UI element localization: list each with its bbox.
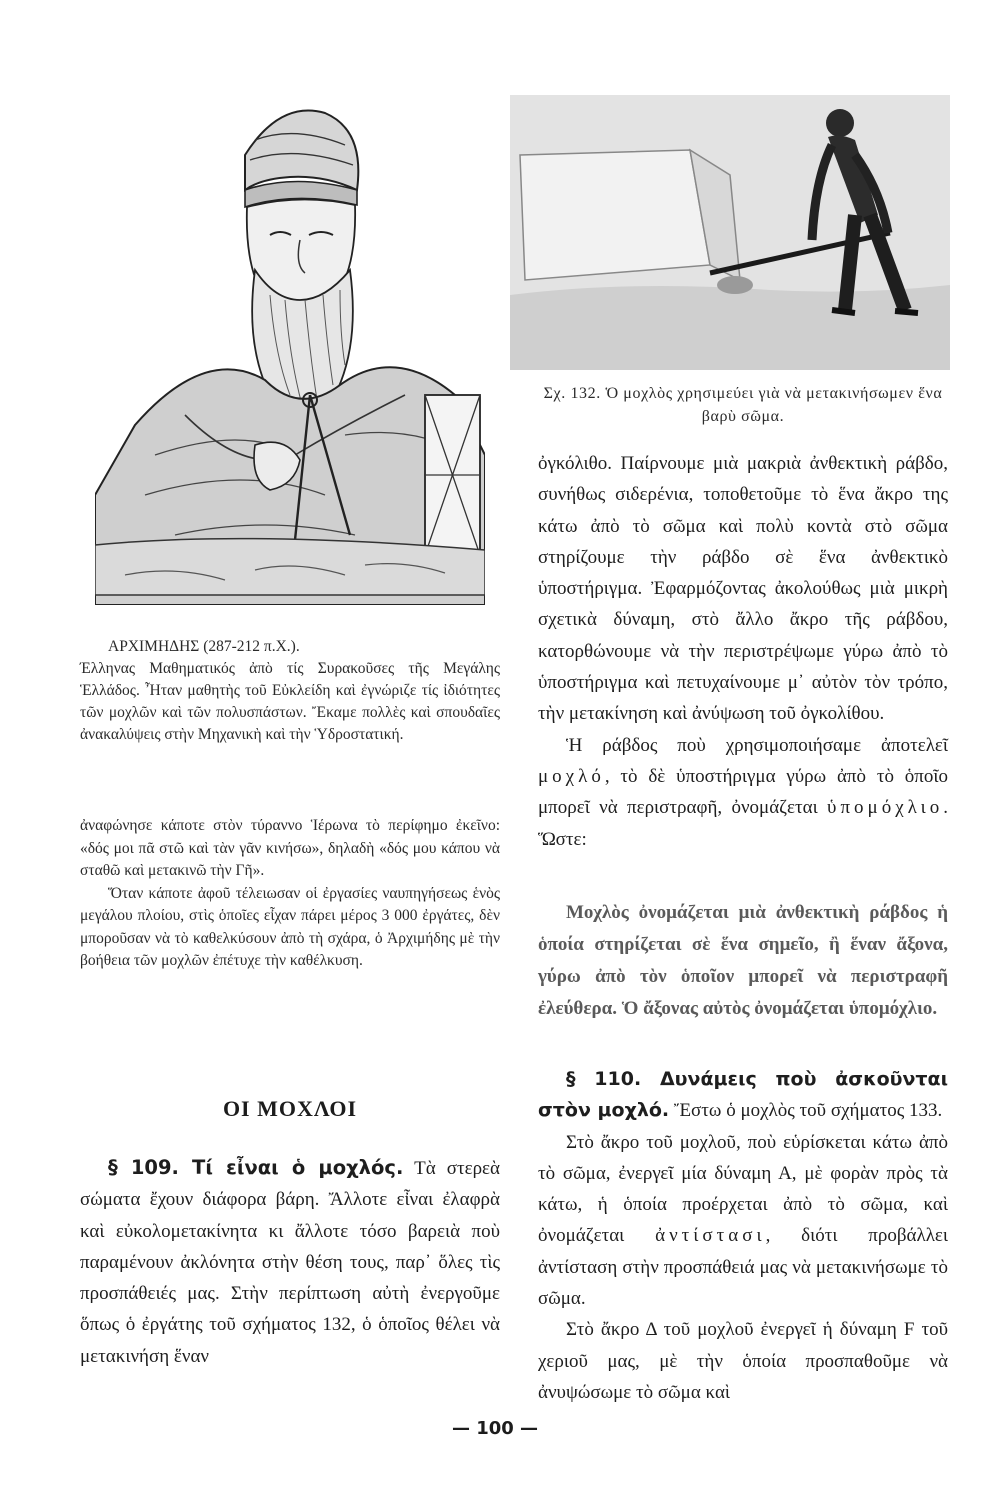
term-lever: μοχλό (538, 765, 605, 787)
p4-text-b: , διότι προβάλλει ἀντίσταση στὴν προσπάθειά μας νὰ μετακινήσωμε τὸ σῶμα. (538, 1225, 949, 1310)
term-resistance: ἀντίστασι (655, 1225, 766, 1247)
archimedes-caption-body: Έλληνας Μαθηματικός ἀπὸ τίς Συρακοῦσες τῆς Μεγάλης Ἑλλάδος. Ἦταν μαθητὴς τοῦ Εὐκλείδη καὶ ἐγνώριζε τίς ἰδιότητες τῶν μοχλῶν καὶ τῶν πολυσπάστων. Ἔκαμε πολλὲς καὶ σπουδαῖες ἀνακαλύψεις στὴν Μηχανικὴ καὶ τὴν Ὑδροστατική. (80, 660, 500, 743)
figure-132-caption (538, 382, 948, 428)
right-paragraph-1: ὀγκόλιθο. Παίρνουμε μιὰ μακριὰ ἀνθεκτικὴ ράβδο, συνήθως σιδερένια, τοποθετοῦμε τὸ ἕνα ἄκρο της κάτω ἀπὸ τὸ σῶμα καὶ πολὺ κοντὰ στὸ σῶμα στηρίζουμε τὴν ράβδο σὲ ἕνα ἀνθεκτικὸ ὑποστήριγμα. Ἐφαρμόζοντας ἀκολούθως μιὰ μικρὴ σχετικὰ δύναμη, στὸ ἄλλο ἄκρο τῆς ράβδου, κατορθώνουμε νὰ τὴν περιστρέψωμε γύρω ἀπὸ τὸ ὑποστήριγμα καὶ πετυχαίνουμε μ᾽ αὐτὸν τὸν τρόπο, τὴν μετακίνηση καὶ ἀνύψωση τοῦ ὀγκολίθου. (538, 453, 948, 725)
page-number-text: — 100 — (451, 1418, 539, 1439)
anecdote-paragraph-2: Ὅταν κάποτε ἀφοῦ τέλειωσαν οἱ ἐργασίες ναυπηγήσεως ἑνὸς μεγάλου πλοίου, στὶς ὁποῖες εἶχαν πάρει μέρος 3 000 ἐργάτες, δὲν μποροῦσαν νὰ τὸ καθελκύσουν ἀπὸ τὴ σχάρα, ὁ Ἀρχιμήδης μὲ τὴν βοήθεια τῶν μοχλῶν ἐπέτυχε τὴν καθέλκυση. (80, 884, 500, 969)
term-fulcrum: ὑπομόχλιο (827, 797, 944, 819)
anecdote-paragraph-1: ἀναφώνησε κάποτε στὸν τύραννο Ἱέρωνα τὸ περίφημο ἐκεῖνο: «δός μοι πᾶ στῶ καὶ τὰν γᾶν κινήσω», δηλαδὴ «δός μου κάπου νὰ σταθῶ καὶ μετακινῶ τὴν Γῆ». (80, 817, 500, 879)
right-paragraph-2 (538, 730, 948, 855)
lever-definition-text: Μοχλὸς ὀνομάζεται μιὰ ἀνθεκτικὴ ράβδος ἡ ὁποία στηρίζεται σὲ ἕνα σημεῖο, ἢ ἕναν ἄξονα, γύρω ἀπὸ τὸν ὁποῖον μπορεῖ νὰ περιστραφῆ ἐλεύθερα. Ὁ ἄξονας αὐτὸς ὀνομάζεται ὑπομόχλιο. (538, 902, 948, 1019)
section-109 (80, 1152, 500, 1372)
section-110 (538, 1064, 948, 1408)
lever-photo (510, 95, 950, 370)
chapter-title-text: ΟΙ ΜΟΧΛΟΙ (222, 1096, 358, 1121)
lever-definition (538, 897, 948, 1025)
right-paragraph-5: Στὸ ἄκρο Δ τοῦ μοχλοῦ ἐνεργεῖ ἡ δύναμη F τοῦ χεριοῦ μας, μὲ τὴν ὁποία προσπαθοῦμε νὰ ἀνυψώσωμε τὸ σῶμα καὶ (538, 1319, 948, 1403)
section-110-heading: § 110. Δυνάμεις ποὺ ἀσκοῦνται στὸν μοχλό. (538, 1068, 948, 1122)
p2-text-a: Ἡ ράβδος ποὺ χρησιμοποιήσαμε ἀποτελεῖ (566, 734, 948, 756)
p2-text-b: , τὸ δὲ ὑποστήριγμα γύρω ἀπὸ τὸ ὁποῖο μπορεῖ νὰ περιστραφῆ, ὀνομάζεται (538, 765, 948, 819)
section-109-text: Τὰ στερεὰ σώματα ἔχουν διάφορα βάρη. Ἄλλοτε εἶναι ἐλαφρὰ καὶ εὐκολομετακίνητα κι ἄλλοτε τόσο βαρειὰ ποὺ παραμένουν ἀκλόνητα στὴν θέση τους, παρ᾽ ὅλες τὶς προσπάθειές μας. Στὴν περίπτωση αὐτὴ ἐνεργοῦμε ὅπως ὁ ἐργάτης τοῦ σχήματος 132, ὁ ὁποῖος θέλει νὰ μετακινήση ἕναν (80, 1158, 500, 1367)
page-number (0, 1418, 990, 1439)
archimedes-caption-title: ΑΡΧΙΜΗΔΗΣ (287-212 π.Χ.). (108, 638, 300, 655)
right-column (538, 448, 948, 855)
figure-132-caption-text: Σχ. 132. Ὁ μοχλὸς χρησιμεύει γιὰ νὰ μετακινήσωμεν ἕνα βαρὺ σῶμα. (543, 385, 943, 425)
archimedes-caption (80, 636, 500, 746)
chapter-title (80, 1096, 500, 1122)
section-110-paragraph (538, 1064, 948, 1127)
section-110-text: Ἔστω ὁ μοχλὸς τοῦ σχήματος 133. (669, 1100, 943, 1122)
section-109-heading: § 109. Τί εἶναι ὁ μοχλός. (108, 1156, 404, 1179)
anecdote-block (80, 815, 500, 973)
p4-text-a: Στὸ ἄκρο τοῦ μοχλοῦ, ποὺ εὑρίσκεται κάτω ἀπὸ τὸ σῶμα, ἐνεργεῖ μία δύναμη Α, μὲ φορὰν πρὸς τὰ κάτω, ἡ ὁποία προέρχεται ἀπὸ τὸ σῶμα, καὶ ὀνομάζεται (538, 1131, 948, 1247)
archimedes-portrait (95, 95, 485, 605)
p2-text-c: . Ὥστε: (538, 797, 948, 850)
right-paragraph-4 (538, 1127, 948, 1315)
